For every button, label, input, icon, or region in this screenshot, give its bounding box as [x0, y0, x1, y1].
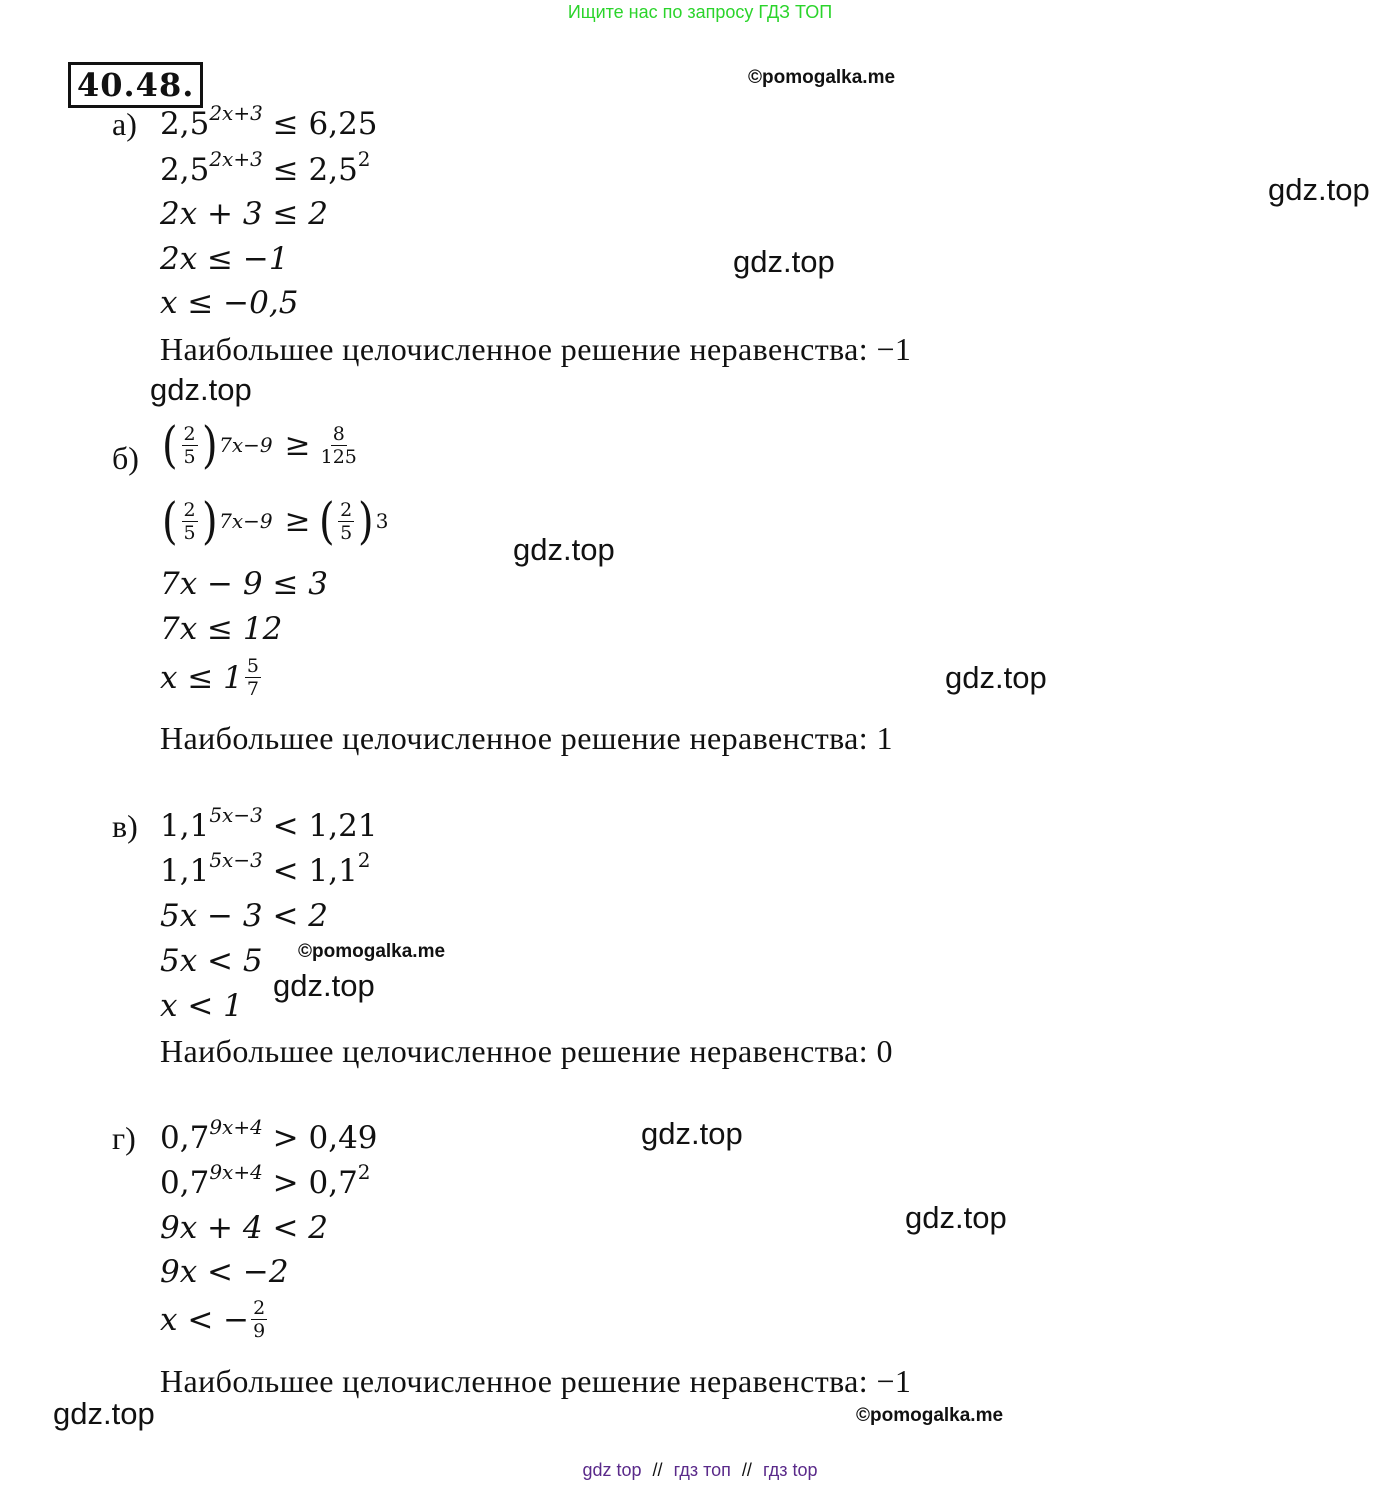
footer-link[interactable]: gdz top	[582, 1460, 642, 1480]
part-a-line-5: x ≤ −0,5	[160, 285, 299, 321]
part-b-line-3: 7x − 9 ≤ 3	[160, 566, 329, 602]
watermark-gdz: gdz.top	[905, 1200, 1007, 1235]
part-a-line-3: 2x + 3 ≤ 2	[160, 196, 329, 232]
part-a-line-1: $2,5^{2x+3} \le 6,25$	[160, 101, 378, 142]
part-b-label: б)	[112, 440, 139, 476]
watermark-gdz: gdz.top	[733, 244, 835, 279]
watermark-gdz: gdz.top	[53, 1396, 155, 1431]
watermark-gdz: gdz.top	[273, 968, 375, 1003]
watermark-gdz: gdz.top	[150, 372, 252, 407]
watermark-pomogalka: ©pomogalka.me	[856, 1405, 1004, 1426]
problem-number: 40.48.	[68, 62, 203, 108]
part-d-label: г)	[112, 1120, 136, 1156]
footer-separator: //	[741, 1460, 752, 1480]
part-d-answer: Наибольшее целочисленное решение неравенства: −1	[160, 1363, 912, 1399]
watermark-gdz: gdz.top	[513, 532, 615, 567]
part-a-line-2: $2,5^{2x+3} \le 2,5^2$	[160, 147, 371, 188]
part-b-line-4: 7x ≤ 12	[160, 611, 283, 647]
watermark-gdz: gdz.top	[641, 1116, 743, 1151]
part-a-answer: Наибольшее целочисленное решение неравенства: −1	[160, 331, 912, 367]
part-c-line-2: $1,1^{5x-3} < 1,1^2$	[160, 848, 371, 889]
footer-links	[0, 1460, 1400, 1481]
part-c-answer: Наибольшее целочисленное решение неравенства: 0	[160, 1033, 893, 1069]
part-c-line-5: x < 1	[160, 988, 243, 1024]
part-d-line-1: $0,7^{9x+4} > 0,49$	[160, 1115, 378, 1156]
part-c-line-1: $1,1^{5x-3} < 1,21$	[160, 803, 378, 844]
part-b-answer: Наибольшее целочисленное решение неравенства: 1	[160, 720, 893, 756]
footer-link[interactable]: гдз топ	[673, 1460, 731, 1480]
banner-text: Ищите нас по запросу ГДЗ ТОП	[567, 2, 833, 22]
part-d-line-4: 9x < −2	[160, 1254, 289, 1290]
footer-separator: //	[652, 1460, 663, 1480]
watermark-pomogalka: ©pomogalka.me	[748, 67, 896, 88]
part-b-line-1: ( $\frac{2}{5}$ ) 7x−9 ≥ $\frac{8}{125}$	[161, 416, 357, 474]
part-d-line-2: $0,7^{9x+4} > 0,7^2$	[160, 1160, 371, 1201]
part-c-label: в)	[112, 808, 138, 844]
part-c-line-4: 5x < 5	[160, 943, 263, 979]
part-b-line-2: ( $\frac{2}{5}$ ) 7x−9 ≥ ( $\frac{2}{5}$ ) 3	[161, 492, 389, 550]
footer-link[interactable]: гдз top	[762, 1460, 818, 1480]
part-a-line-4: 2x ≤ −1	[160, 241, 289, 277]
part-b-line-5: x ≤ 1 $\frac{5}{7}$	[160, 655, 259, 700]
part-a-label: а)	[112, 106, 137, 142]
part-d-line-5: x < − $\frac{2}{9}$	[160, 1297, 266, 1342]
part-c-line-3: 5x − 3 < 2	[160, 898, 329, 934]
watermark-gdz: gdz.top	[1268, 172, 1370, 207]
watermark-gdz: gdz.top	[945, 660, 1047, 695]
top-banner	[0, 2, 1400, 23]
part-d-line-3: 9x + 4 < 2	[160, 1210, 329, 1246]
watermark-pomogalka: ©pomogalka.me	[298, 941, 446, 962]
